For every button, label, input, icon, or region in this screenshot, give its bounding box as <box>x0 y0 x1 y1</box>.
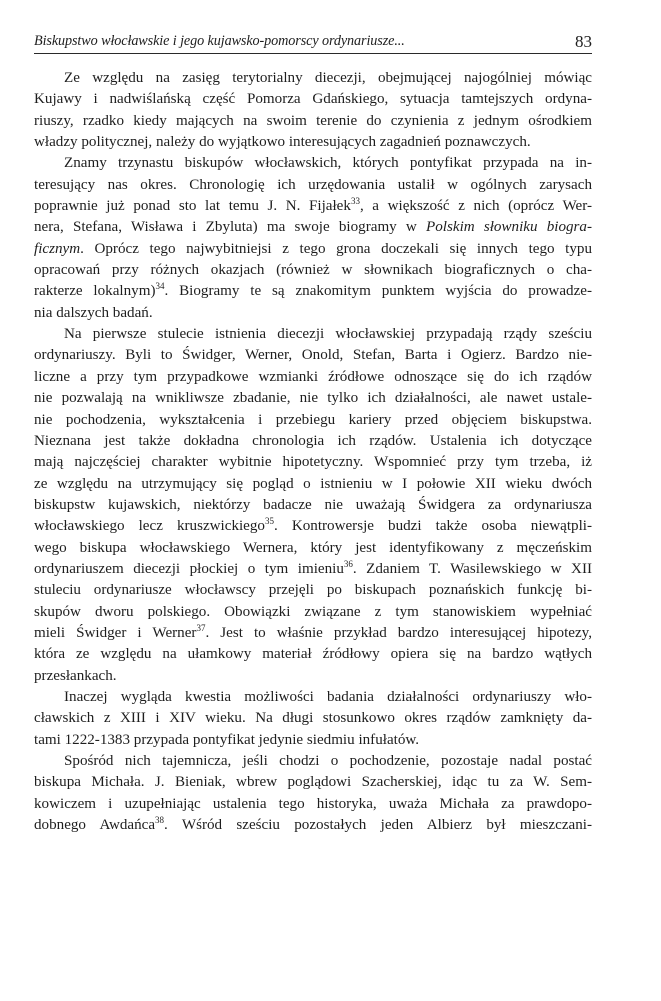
text-span: opracowań przy różnych okazjach (również w słownikach biograficznych o cha- <box>34 262 592 279</box>
text-span: ordynariuszy. Byli to Świdger, Werner, Onold, Stefan, Barta i Ogierz. Bardzo nie- <box>34 347 592 364</box>
text-span: riuszy, rzadko kiedy mających na swoim terenie do czynienia z jednym ośrodkiem <box>34 112 592 129</box>
text-span: władzy politycznej, należy do wyjątkowo interesujących zagadnień poznawczych. <box>34 134 531 151</box>
text-line <box>34 559 592 580</box>
text-span: cławskich z XIII i XIV wieku. Na długi stosunkowo okres rządów zamknięty da- <box>34 710 592 727</box>
text-span: tami 1222-1383 przypada pontyfikat jedynie siedmiu infułatów. <box>34 731 420 748</box>
running-title: Biskupstwo włocławskie i jego kujawsko-pomorscy ordynariusze... <box>34 33 405 49</box>
text-span: nie pochodzenia, wykształcenia i przebiegu kariery przed objęciem biskupstwa. <box>34 411 592 428</box>
text-span: Inaczej wygląda kwestia możliwości badania działalności ordynariuszy wło- <box>64 688 592 705</box>
text-span: skupów dworu polskiego. Obowiązki związane z tym stanowiskiem wypełniać <box>34 603 592 620</box>
running-header <box>34 30 592 54</box>
text-line <box>34 751 592 772</box>
text-line <box>34 666 592 687</box>
text-line <box>34 730 592 751</box>
text-span: nera, Stefana, Wisława i Zbyluta) ma swoje biogramy w <box>34 219 427 236</box>
text-span: . Biogramy te są znakomitym punktem wyjścia do prowadze- <box>164 283 593 300</box>
book-page <box>34 30 592 836</box>
text-span: mają najczęściej charakter wybitnie hipotetyczny. Wspomnieć przy tym trzeba, iż <box>34 454 592 471</box>
text-line <box>34 303 592 324</box>
paragraph <box>34 324 592 687</box>
text-span: . Wśród sześciu pozostałych jeden Albierz był mieszczani- <box>164 817 592 834</box>
footnote-ref[interactable]: 34 <box>155 281 165 292</box>
text-span: Znamy trzynastu biskupów włocławskich, których pontyfikat przypada na in- <box>64 155 592 172</box>
text-line <box>34 239 592 260</box>
text-span: Nieznana jest także dokładna chronologia ich rządów. Ustalenia ich dotyczące <box>34 432 592 449</box>
text-span: kowiczem i uzupełniając ustalenia tego historyka, uważa Michała za prawdopo- <box>34 795 592 812</box>
text-line <box>34 495 592 516</box>
footnote-ref[interactable]: 36 <box>343 558 353 569</box>
text-span: która ze względu na ułamkowy materiał źródłowy opiera się na bardzo wątłych <box>34 646 592 663</box>
text-span: teresujący nas okres. Chronologię ich urzędowania ustalił w ogólnych zarysach <box>34 176 592 193</box>
text-span: mieli Świdger i Werner <box>34 624 197 641</box>
text-line <box>34 388 592 409</box>
paragraph <box>34 687 592 751</box>
text-span: . Oprócz tego najwybitniejsi z tego grona doczekali się innych tego typu <box>80 240 592 257</box>
text-line <box>34 89 592 110</box>
text-line <box>34 68 592 89</box>
text-span: Spośród nich tajemnicza, jeśli chodzi o pochodzenie, pozostaje nadal postać <box>64 753 592 769</box>
text-line <box>34 345 592 366</box>
text-line <box>34 516 592 537</box>
italic-title: ficznym <box>34 240 81 257</box>
italic-title: Polskim słowniku biogra- <box>426 219 592 236</box>
text-line <box>34 687 592 708</box>
text-line <box>34 772 592 793</box>
text-line <box>34 410 592 431</box>
text-line <box>34 367 592 388</box>
text-line <box>34 452 592 473</box>
footnote-ref[interactable]: 33 <box>350 196 360 207</box>
text-span: liczne a przy tym przypadkowe wzmianki źródłowe odnoszące się do ich rządów <box>34 368 592 385</box>
text-span: biskupa Michała. J. Bieniak, wbrew poglądowi Szacherskiej, idąc tu za W. Sem- <box>34 774 592 791</box>
text-line <box>34 538 592 559</box>
text-span: ordynariuszem diecezji płockiej o tym imieniu <box>34 560 344 577</box>
footnote-ref[interactable]: 37 <box>196 622 206 633</box>
text-line <box>34 132 592 153</box>
text-span: Kujawy i nadwiślańską część Pomorza Gdańskiego, sytuacja tamtejszych ordyna- <box>34 91 592 108</box>
text-span: poprawnie już ponad sto lat temu J. N. Fijałek <box>34 198 351 215</box>
text-line <box>34 602 592 623</box>
text-span: , a większość z nich (oprócz Wer- <box>359 198 593 215</box>
text-span: wego biskupa włocławskiego Wernera, który jest identyfikowany z męczeńskim <box>34 539 592 556</box>
text-line <box>34 644 592 665</box>
text-span: dobnego Awdańca <box>34 817 156 834</box>
text-line <box>34 580 592 601</box>
text-line <box>34 794 592 815</box>
text-line <box>34 153 592 174</box>
text-span: nia dalszych badań. <box>34 304 153 321</box>
text-span: ze względu na utrzymujący się pogląd o istnieniu w I połowie XII wieku dwóch <box>34 475 592 492</box>
text-line <box>34 217 592 238</box>
paragraph <box>34 751 592 836</box>
text-line <box>34 708 592 729</box>
text-span: rakterze lokalnym) <box>34 283 156 300</box>
page-number: 83 <box>575 32 592 51</box>
text-line <box>34 431 592 452</box>
paragraph <box>34 153 592 324</box>
text-line <box>34 175 592 196</box>
text-span: Ze względu na zasięg terytorialny diecezji, obejmującej najogólniej mówiąc <box>64 70 592 86</box>
text-line <box>34 281 592 302</box>
text-line <box>34 623 592 644</box>
text-span: Na pierwsze stulecie istnienia diecezji włocławskiej przypadają rządy sześciu <box>64 326 592 343</box>
text-line <box>34 324 592 345</box>
text-span: biskupstw kujawskich, niektórzy badacze nie uważają Świdgera za ordynariusza <box>34 496 592 513</box>
text-span: . Kontrowersje budzi także osoba niewątpli- <box>273 518 592 535</box>
footnote-ref[interactable]: 38 <box>155 815 165 826</box>
text-span: przesłankach. <box>34 667 117 684</box>
text-line <box>34 196 592 217</box>
text-line <box>34 111 592 132</box>
text-span: . Jest to właśnie przykład bardzo interesującej hipotezy, <box>205 624 592 641</box>
text-span: nie pozwalają na wnikliwsze zbadanie, nie tylko ich działalności, ale nawet ustale- <box>34 390 592 407</box>
footnote-ref[interactable]: 35 <box>264 516 274 527</box>
body-text <box>34 68 592 836</box>
text-span: stuleciu ordynariusze włocławscy przejęli po biskupach poznańskich funkcję bi- <box>34 582 592 599</box>
text-line <box>34 260 592 281</box>
text-span: włocławskiego lecz kruszwickiego <box>34 518 265 535</box>
text-span: . Zdaniem T. Wasilewskiego w XII <box>352 560 592 577</box>
paragraph <box>34 68 592 153</box>
text-line <box>34 815 592 836</box>
text-line <box>34 474 592 495</box>
